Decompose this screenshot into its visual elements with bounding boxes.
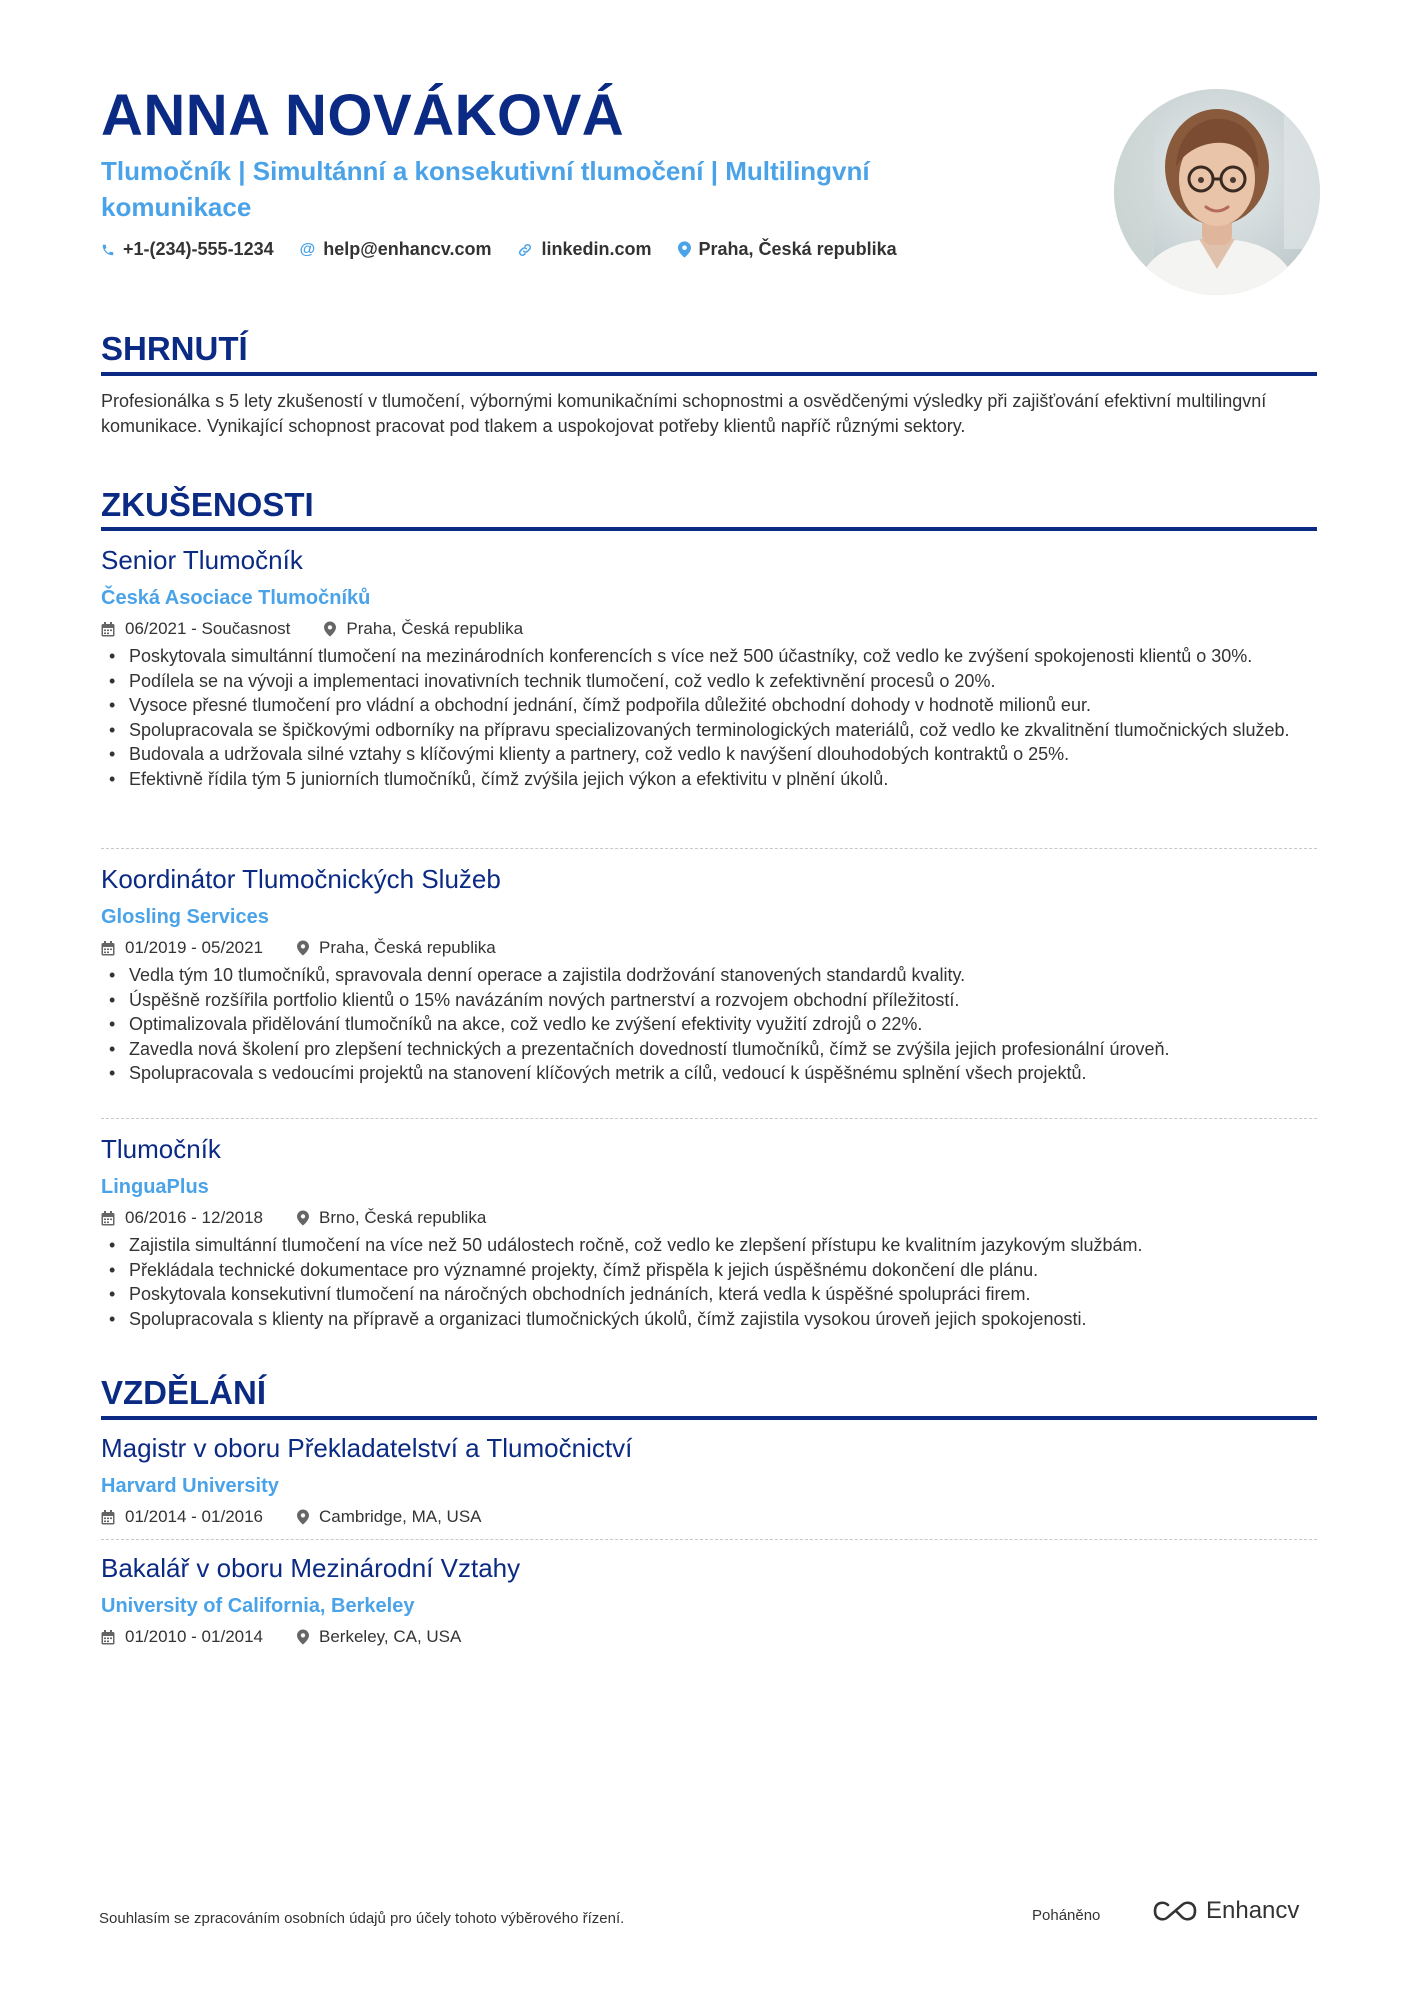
education-entry bbox=[101, 1431, 1317, 1529]
bullet-item: • Vedla tým 10 tlumočníků, spravovala denní operace a zajistila dodržování stanovených standardů kvality. bbox=[101, 963, 1317, 988]
candidate-headline: Tlumočník | Simultánní a konsekutivní tlumočení | Multilingvní komunikace bbox=[101, 156, 870, 222]
location-pin-icon bbox=[297, 1629, 309, 1645]
contact-phone-text: +1-(234)-555-1234 bbox=[123, 239, 274, 259]
experience-entry bbox=[101, 862, 1317, 1086]
entry-meta bbox=[101, 1505, 1317, 1529]
bullet-item: • Poskytovala simultánní tlumočení na mezinárodních konferencích s více než 500 účastníky, což vedlo ke zvýšení spokojenosti klientů o 30%. bbox=[101, 644, 1317, 669]
at-icon: @ bbox=[299, 240, 316, 258]
section-rule bbox=[101, 527, 1317, 531]
date-range-text: 01/2014 - 01/2016 bbox=[125, 1507, 264, 1526]
date-range-text: 01/2010 - 01/2014 bbox=[125, 1627, 264, 1646]
job-location bbox=[324, 617, 523, 641]
bullet-item: • Spolupracovala s klienty na přípravě a organizaci tlumočnických úkolů, čímž zajistila vysokou úroveň jejich spokojenosti. bbox=[101, 1307, 1317, 1332]
degree-title: Magistr v oboru Překladatelství a Tlumočnictví bbox=[101, 1433, 633, 1463]
bullet-item: • Poskytovala konsekutivní tlumočení na náročných obchodních jednáních, která vedla k úspěšné spolupráci firem. bbox=[101, 1282, 1317, 1307]
contact-email-text: help@enhancv.com bbox=[323, 239, 492, 259]
contact-bar bbox=[101, 239, 923, 260]
bullet-item: • Spolupracovala se špičkovými odborníky na přípravu specializovaných terminologických materiálů, což vedlo ke zkvalitnění tlumočnických služeb. bbox=[101, 718, 1317, 743]
school-location-text: Cambridge, MA, USA bbox=[319, 1507, 482, 1526]
school-name: Harvard University bbox=[101, 1475, 279, 1497]
enhancv-logo[interactable] bbox=[1152, 1897, 1299, 1925]
experience-entry bbox=[101, 543, 1317, 791]
enhancv-logo-text: Enhancv bbox=[1206, 1897, 1300, 1924]
contact-linkedin[interactable] bbox=[517, 239, 651, 260]
powered-by-label: Poháněno bbox=[1032, 1907, 1101, 1924]
bullet-item: • Spolupracovala s vedoucími projektů na stanovení klíčových metrik a cílů, vedoucí k úspěšnému splnění všech projektů. bbox=[101, 1061, 1317, 1086]
calendar-icon bbox=[101, 941, 115, 956]
job-location bbox=[297, 1206, 486, 1230]
entry-divider bbox=[101, 1118, 1317, 1119]
contact-email[interactable] bbox=[300, 239, 492, 260]
contact-linkedin-text: linkedin.com bbox=[541, 239, 652, 259]
bullet-item: • Efektivně řídila tým 5 juniorních tlumočníků, čímž zvýšila jejich výkon a efektivitu v plnění úkolů. bbox=[101, 767, 1317, 792]
date-range bbox=[101, 1625, 263, 1649]
location-pin-icon bbox=[297, 1210, 309, 1226]
date-range bbox=[101, 617, 290, 641]
job-location-text: Praha, Česká republika bbox=[346, 619, 524, 638]
date-range bbox=[101, 1206, 263, 1230]
job-location-text: Praha, Česká republika bbox=[319, 938, 496, 957]
date-range bbox=[101, 1505, 263, 1529]
bullet-item: • Úspěšně rozšířila portfolio klientů o 15% navázáním nových partnerství a rozvojem obchodní příležitostí. bbox=[101, 988, 1317, 1013]
date-range-text: 01/2019 - 05/2021 bbox=[125, 938, 264, 957]
entry-meta bbox=[101, 617, 1317, 641]
bullet-item: • Zavedla nová školení pro zlepšení technických a prezentačních dovedností tlumočníků, čímž se zvýšila jejich profesionální úroveň. bbox=[101, 1037, 1317, 1062]
contact-location-text: Praha, Česká republika bbox=[698, 239, 897, 259]
summary-text: Profesionálka s 5 lety zkušeností v tlumočení, výbornými komunikačními schopnostmi a osvědčenými výsledky při zajišťování efektivní multilingvní komunikace. Vynikající schopnost pracovat pod tlakem a uspokojovat potřeby klientů napříč různými sektory. bbox=[101, 391, 1267, 436]
calendar-icon bbox=[101, 622, 115, 637]
section-rule bbox=[101, 372, 1317, 376]
bullet-list bbox=[101, 1233, 1317, 1331]
school-name: University of California, Berkeley bbox=[101, 1595, 415, 1617]
education-entry bbox=[101, 1551, 1317, 1649]
bullet-item: • Budovala a udržovala silné vztahy s klíčovými klienty a partnery, což vedlo k navýšení dlouhodobých kontraktů o 25%. bbox=[101, 742, 1317, 767]
school-location bbox=[297, 1505, 482, 1529]
date-range-text: 06/2021 - Současnost bbox=[125, 619, 291, 638]
school-location bbox=[297, 1625, 461, 1649]
section-rule bbox=[101, 1416, 1317, 1420]
school-location-text: Berkeley, CA, USA bbox=[319, 1627, 462, 1646]
company-name: Glosling Services bbox=[101, 906, 269, 928]
calendar-icon bbox=[101, 1211, 115, 1226]
section-title-summary: SHRNUTÍ bbox=[101, 330, 248, 367]
link-icon bbox=[517, 242, 533, 258]
location-pin-icon bbox=[297, 1509, 309, 1525]
contact-phone[interactable] bbox=[101, 239, 274, 260]
phone-icon bbox=[101, 243, 115, 257]
calendar-icon bbox=[101, 1510, 115, 1525]
bullet-list bbox=[101, 644, 1317, 791]
section-title-education: VZDĚLÁNÍ bbox=[101, 1374, 266, 1411]
bullet-item: • Optimalizovala přidělování tlumočníků na akce, což vedlo ke zvýšení efektivity využití zdrojů o 22%. bbox=[101, 1012, 1317, 1037]
profile-photo bbox=[1114, 89, 1320, 295]
bullet-item: • Podílela se na vývoji a implementaci inovativních technik tlumočení, což vedlo k zefektivnění procesů o 20%. bbox=[101, 669, 1317, 694]
location-pin-icon bbox=[324, 621, 336, 637]
enhancv-logo-icon bbox=[1152, 1899, 1198, 1923]
bullet-item: • Vysoce přesné tlumočení pro vládní a obchodní jednání, čímž podpořila důležité obchodní dohody v hodnotě milionů eur. bbox=[101, 693, 1317, 718]
degree-title: Bakalář v oboru Mezinárodní Vztahy bbox=[101, 1553, 521, 1583]
candidate-name: ANNA NOVÁKOVÁ bbox=[101, 83, 625, 148]
bullet-item: • Překládala technické dokumentace pro významné projekty, čímž přispěla k jejich úspěšnému dokončení dle plánu. bbox=[101, 1258, 1317, 1283]
contact-location bbox=[678, 239, 897, 260]
job-location-text: Brno, Česká republika bbox=[319, 1208, 487, 1227]
entry-divider bbox=[101, 1539, 1317, 1540]
location-pin-icon bbox=[678, 241, 691, 258]
job-title: Koordinátor Tlumočnických Služeb bbox=[101, 864, 501, 894]
date-range bbox=[101, 936, 263, 960]
job-location bbox=[297, 936, 496, 960]
date-range-text: 06/2016 - 12/2018 bbox=[125, 1208, 264, 1227]
bullet-list bbox=[101, 963, 1317, 1086]
entry-divider bbox=[101, 848, 1317, 849]
job-title: Tlumočník bbox=[101, 1134, 221, 1164]
calendar-icon bbox=[101, 1630, 115, 1645]
consent-text: Souhlasím se zpracováním osobních údajů pro účely tohoto výběrového řízení. bbox=[99, 1910, 625, 1927]
company-name: LinguaPlus bbox=[101, 1176, 209, 1198]
job-title: Senior Tlumočník bbox=[101, 545, 303, 575]
experience-entry bbox=[101, 1132, 1317, 1331]
bullet-item: • Zajistila simultánní tlumočení na více než 50 událostech ročně, což vedlo ke zlepšení přístupu ke kvalitním jazykovým službám. bbox=[101, 1233, 1317, 1258]
entry-meta bbox=[101, 1206, 1317, 1230]
company-name: Česká Asociace Tlumočníků bbox=[101, 587, 371, 609]
entry-meta bbox=[101, 1625, 1317, 1649]
section-title-experience: ZKUŠENOSTI bbox=[101, 486, 314, 523]
location-pin-icon bbox=[297, 940, 309, 956]
entry-meta bbox=[101, 936, 1317, 960]
